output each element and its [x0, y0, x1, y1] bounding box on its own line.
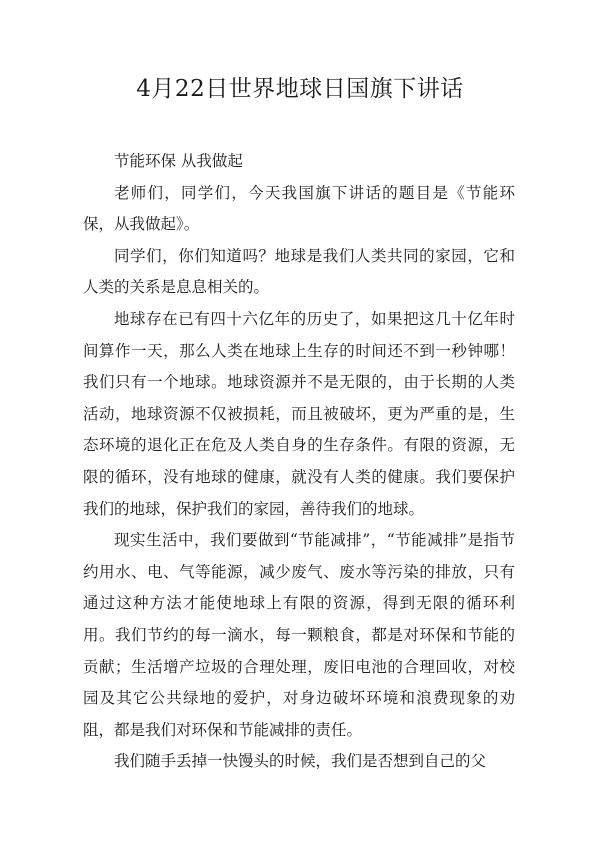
paragraph-steamed-bun: 我们随手丢掉一快馒头的时候，我们是否想到自己的父: [114, 752, 487, 771]
paragraph-greeting: 老师们，同学们，今天我国旗下讲话的题目是《节能环保，从我做起》。: [83, 183, 515, 234]
paragraph-subtitle: 节能环保 从我做起: [114, 152, 243, 170]
paragraph-earth-history: 地球存在已有四十六亿年的历史了，如果把这几十亿年时间算作一天，那么人类在地球上生存的时间还不到一秒钟哪！我们只有一个地球。地球资源并不是无限的，由于长期的人类活动，地球资源不仅被损耗，而且被破坏，更为严重的是，生态环境的退化正在危及人类自身的生存条件。有限的资源，无限的循环，没有地球的健康，就没有人类的健康。我们要保护我们的地球，保护我们的家园，善待我们的地球。: [83, 309, 515, 518]
paragraph-earth-home: 同学们，你们知道吗？地球是我们人类共同的家园，它和人类的关系是息息相关的。: [83, 246, 515, 297]
paragraph-energy-saving: 现实生活中，我们要做到“节能减排”，“节能减排”是指节约用水、电、气等能源，减少废气、废水等污染的排放，只有通过这种方法才能使地球上有限的资源，得到无限的循环利用。我们节约的每一滴水，每一颗粮食，都是对环保和节能的贡献；生活增产垃圾的合理处理，废旧电池的合理回收，对校园及其它公共绿地的爱护，对身边破坏环境和浪费现象的劝阻，都是我们对环保和节能减排的责任。: [83, 531, 515, 739]
document-title: 4月22日世界地球日国旗下讲话: [136, 76, 464, 102]
document-body: [83, 146, 515, 778]
